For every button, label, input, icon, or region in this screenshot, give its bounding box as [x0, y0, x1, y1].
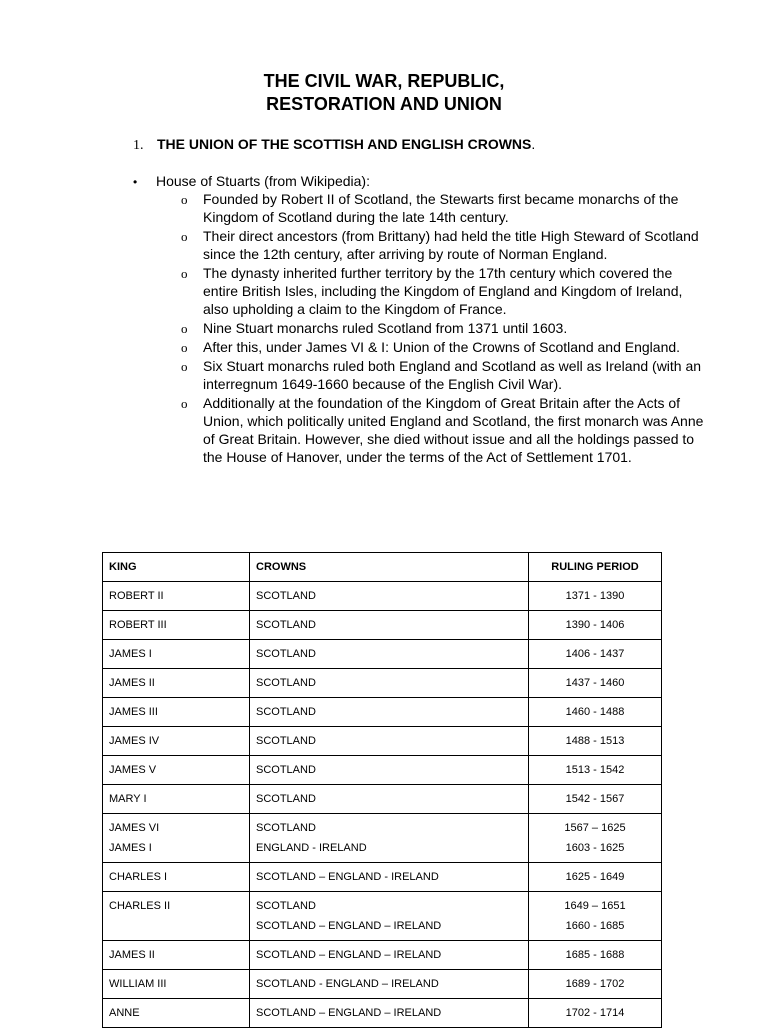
crowns-cell-text: SCOTLAND [256, 900, 316, 912]
sub-list-item-text: Founded by Robert II of Scotland, the Stewarts first became monarchs of the Kingdom of Scotland during the late 14th century. [203, 191, 679, 225]
crowns-cell-text: SCOTLAND [256, 706, 316, 718]
crowns-cell-text: SCOTLAND [256, 677, 316, 689]
period-cell [529, 640, 662, 669]
sub-list-item [179, 357, 709, 393]
king-cell [103, 892, 250, 941]
king-cell [103, 970, 250, 999]
king-cell [103, 611, 250, 640]
bullet-text: House of Stuarts (from Wikipedia): [156, 173, 370, 189]
period-cell [529, 941, 662, 970]
crowns-cell [250, 941, 529, 970]
period-cell-text: 1488 - 1513 [565, 735, 625, 747]
king-cell-text: JAMES I [109, 648, 152, 660]
table-body [103, 582, 662, 1028]
period-cell [529, 999, 662, 1028]
section-trailing: . [531, 136, 536, 152]
crowns-cell [250, 698, 529, 727]
circle-bullet-icon: o [181, 396, 188, 411]
period-cell-text: 1437 - 1460 [565, 677, 625, 689]
crowns-cell-text: SCOTLAND [256, 590, 316, 602]
crowns-cell [250, 669, 529, 698]
sub-list-item [179, 264, 709, 318]
section-heading [133, 135, 535, 155]
header-king: KING [103, 553, 250, 582]
period-cell-text: 1542 - 1567 [565, 793, 625, 805]
king-cell [103, 640, 250, 669]
period-cell [529, 892, 662, 941]
crowns-cell [250, 727, 529, 756]
crowns-cell-text: SCOTLAND [256, 764, 316, 776]
period-cell-text: 1649 – 1651 [564, 900, 626, 912]
sub-list-item-text: Additionally at the foundation of the Kingdom of Great Britain after the Acts of Union, which politically united England and Scotland, the first monarch was Anne of Great Britain. However, she died without issue and all the holdings passed to the House of Hanover, under the terms of the Act of Settlement 1701. [203, 395, 704, 465]
circle-bullet-icon: o [181, 229, 188, 244]
circle-bullet-icon: o [181, 266, 188, 281]
crowns-cell-text: SCOTLAND – ENGLAND – IRELAND [256, 920, 442, 932]
table-row [103, 669, 662, 698]
title-line-1: THE CIVIL WAR, REPUBLIC, [263, 71, 505, 91]
header-ruling-period: RULING PERIOD [529, 553, 662, 582]
period-cell [529, 582, 662, 611]
header-crowns: CROWNS [250, 553, 529, 582]
king-cell-text: MARY I [109, 793, 147, 805]
king-cell [103, 582, 250, 611]
king-cell-text: JAMES VI [109, 822, 160, 834]
section-title: THE UNION OF THE SCOTTISH AND ENGLISH CROWNS [157, 136, 532, 152]
crowns-cell [250, 863, 529, 892]
period-cell [529, 756, 662, 785]
period-cell-text: 1371 - 1390 [565, 590, 625, 602]
crowns-cell-text: ENGLAND - IRELAND [256, 842, 367, 854]
king-cell-text: JAMES II [109, 677, 155, 689]
circle-bullet-icon: o [181, 321, 188, 336]
king-cell-text: ROBERT II [109, 590, 164, 602]
period-cell-text: 1660 - 1685 [565, 920, 625, 932]
circle-bullet-icon: o [181, 359, 188, 374]
period-cell-text: 1625 - 1649 [565, 871, 625, 883]
period-cell [529, 611, 662, 640]
bullet-icon: • [133, 175, 138, 189]
period-cell [529, 669, 662, 698]
crowns-cell [250, 785, 529, 814]
period-cell [529, 863, 662, 892]
period-cell [529, 727, 662, 756]
table-row [103, 785, 662, 814]
period-cell [529, 970, 662, 999]
sub-list-item-text: After this, under James VI & I: Union of the Crowns of Scotland and England. [203, 339, 681, 355]
sub-list-item [179, 190, 709, 226]
period-cell-text: 1513 - 1542 [565, 764, 625, 776]
king-cell-text: CHARLES II [109, 900, 171, 912]
period-cell-text: 1567 – 1625 [564, 822, 626, 834]
sub-list-item-text: The dynasty inherited further territory by the 17th century which covered the entire British Isles, including the Kingdom of England and Kingdom of Ireland, also upholding a claim to the Kingdom of France. [203, 265, 683, 317]
crowns-cell-text: SCOTLAND [256, 822, 316, 834]
period-cell-text: 1685 - 1688 [565, 949, 625, 961]
table-row [103, 999, 662, 1028]
period-cell [529, 698, 662, 727]
sub-list-item [179, 338, 709, 356]
king-cell-text: WILLIAM III [109, 978, 167, 990]
king-cell [103, 941, 250, 970]
table-row [103, 941, 662, 970]
table-row [103, 892, 662, 941]
sub-list-item-text: Nine Stuart monarchs ruled Scotland from 1371 until 1603. [203, 320, 568, 336]
crowns-cell-text: SCOTLAND [256, 793, 316, 805]
table-row [103, 863, 662, 892]
sub-list-item [179, 319, 709, 337]
sub-list-item-text: Their direct ancestors (from Brittany) had held the title High Steward of Scotland since the 12th century, after arriving by route of Norman England. [203, 228, 699, 262]
sub-list-item [179, 394, 709, 466]
king-cell-text: JAMES III [109, 706, 158, 718]
period-cell-text: 1603 - 1625 [565, 842, 625, 854]
crowns-cell [250, 814, 529, 863]
king-cell [103, 669, 250, 698]
king-cell [103, 727, 250, 756]
table-header-row [103, 553, 662, 582]
period-cell-text: 1689 - 1702 [565, 978, 625, 990]
king-cell [103, 814, 250, 863]
king-cell-text: ROBERT III [109, 619, 167, 631]
king-cell [103, 785, 250, 814]
crowns-cell-text: SCOTLAND – ENGLAND - IRELAND [256, 871, 439, 883]
king-cell [103, 756, 250, 785]
table-row [103, 611, 662, 640]
king-cell [103, 863, 250, 892]
king-cell [103, 698, 250, 727]
crowns-cell [250, 970, 529, 999]
bullet-item [133, 172, 370, 191]
crowns-cell-text: SCOTLAND [256, 648, 316, 660]
page-title [0, 70, 768, 116]
crowns-cell [250, 640, 529, 669]
table-row [103, 814, 662, 863]
table-row [103, 970, 662, 999]
crowns-cell-text: SCOTLAND – ENGLAND – IRELAND [256, 949, 442, 961]
king-cell-text: JAMES II [109, 949, 155, 961]
crowns-cell-text: SCOTLAND - ENGLAND – IRELAND [256, 978, 439, 990]
crowns-cell-text: SCOTLAND [256, 619, 316, 631]
king-cell [103, 999, 250, 1028]
sub-list-item [179, 227, 709, 263]
king-cell-text: JAMES V [109, 764, 157, 776]
table-row [103, 640, 662, 669]
crowns-cell [250, 756, 529, 785]
crowns-cell [250, 611, 529, 640]
crowns-cell-text: SCOTLAND – ENGLAND – IRELAND [256, 1007, 442, 1019]
table-row [103, 698, 662, 727]
crowns-cell [250, 999, 529, 1028]
circle-bullet-icon: o [181, 340, 188, 355]
period-cell [529, 814, 662, 863]
sub-bullet-list [179, 190, 709, 467]
table-row [103, 727, 662, 756]
king-cell-text: ANNE [109, 1007, 140, 1019]
crowns-cell-text: SCOTLAND [256, 735, 316, 747]
king-cell-text: JAMES I [109, 842, 152, 854]
period-cell-text: 1390 - 1406 [565, 619, 625, 631]
period-cell [529, 785, 662, 814]
king-cell-text: CHARLES I [109, 871, 168, 883]
period-cell-text: 1702 - 1714 [565, 1007, 625, 1019]
period-cell-text: 1460 - 1488 [565, 706, 625, 718]
section-number: 1. [133, 138, 144, 153]
circle-bullet-icon: o [181, 192, 188, 207]
monarchs-table [102, 552, 662, 1028]
table-row [103, 582, 662, 611]
crowns-cell [250, 582, 529, 611]
title-line-2: RESTORATION AND UNION [266, 94, 502, 114]
king-cell-text: JAMES IV [109, 735, 160, 747]
crowns-cell [250, 892, 529, 941]
sub-list-item-text: Six Stuart monarchs ruled both England and Scotland as well as Ireland (with an interregnum 1649-1660 because of the English Civil War). [203, 358, 702, 392]
period-cell-text: 1406 - 1437 [565, 648, 625, 660]
table-row [103, 756, 662, 785]
